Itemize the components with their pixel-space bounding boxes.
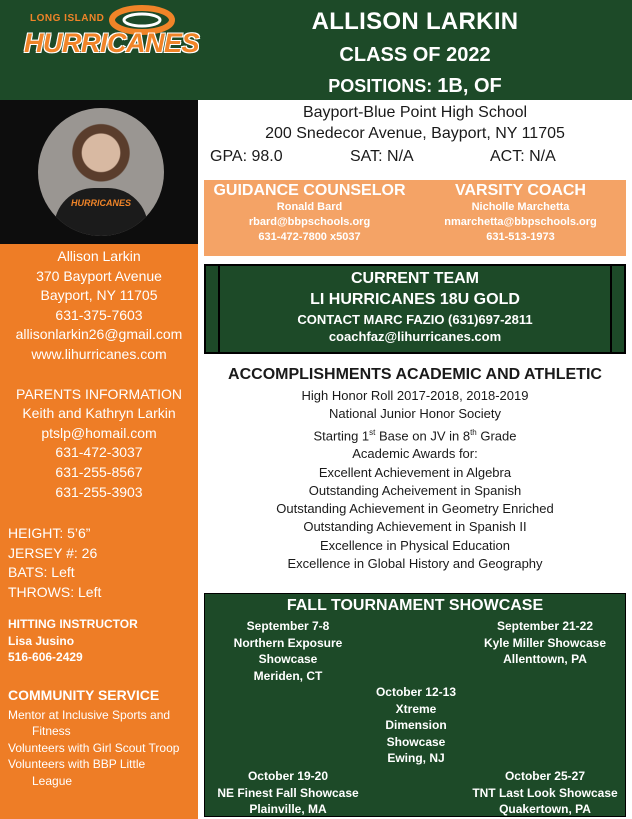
coach-name: Nicholle Marchetta — [471, 201, 570, 213]
team-email: coachfaz@lihurricanes.com — [328, 329, 502, 344]
list-item: Academic Awards for: — [352, 446, 478, 462]
event-name: NE Finest Fall Showcase — [217, 785, 359, 800]
positions-label: POSITIONS: — [328, 76, 433, 96]
player-name-title: ALLISON LARKIN — [311, 8, 519, 35]
portrait-image — [38, 108, 164, 236]
school-address: 200 Snedecor Avenue, Bayport, NY 11705 — [265, 125, 565, 142]
school-contacts — [204, 180, 626, 256]
jersey-text: HURRICANES — [70, 198, 131, 208]
list-item-text: Volunteers with Girl Scout Troop — [8, 740, 180, 755]
gpa-score: GPA: 98.0 — [210, 148, 283, 165]
coach-email: nmarchetta@bbpschools.org — [444, 216, 597, 228]
player-phone: 631-375-7603 — [55, 306, 143, 323]
list-item: Excellence in Physical Education — [319, 537, 511, 553]
list-item-continuation: League — [32, 773, 73, 788]
event-dates: September 7-8 — [246, 619, 330, 633]
left-sidebar — [0, 244, 198, 819]
header-banner — [0, 0, 632, 100]
starting-text: Starting 1 — [313, 427, 370, 443]
event-dates: October 25-27 — [504, 769, 586, 783]
team-title: CURRENT TEAM — [351, 270, 479, 287]
list-item: Outstanding Achievement in Geometry Enriched — [276, 501, 554, 517]
ordinal-suffix: st — [369, 427, 376, 437]
height-stat: HEIGHT: 5’6” — [8, 525, 91, 542]
title-block — [198, 0, 632, 98]
ordinal-suffix: th — [470, 427, 477, 437]
parents-phone: 631-472-3037 — [55, 444, 143, 461]
guidance-title: GUIDANCE COUNSELOR — [213, 182, 406, 199]
guidance-counselor — [204, 182, 415, 245]
player-name: Allison Larkin — [57, 248, 141, 264]
hurricanes-logo — [4, 4, 200, 66]
list-item: Excellence in Global History and Geography — [287, 556, 543, 571]
jersey-stat: JERSEY #: 26 — [8, 544, 98, 561]
list-item — [0, 707, 198, 740]
current-team-content — [218, 266, 612, 352]
player-website: www.lihurricanes.com — [31, 345, 167, 362]
list-item-continuation: Fitness — [32, 724, 71, 738]
event-name: Dimension — [385, 718, 447, 732]
event-location: Ewing, NJ — [387, 751, 445, 765]
bats-stat: BATS: Left — [8, 564, 75, 581]
list-item: High Honor Roll 2017-2018, 2018-2019 — [301, 388, 529, 403]
jersey-graphic — [54, 188, 148, 236]
tournament-title: FALL TOURNAMENT SHOWCASE — [286, 597, 544, 614]
team-contact: CONTACT MARC FAZIO (631)697-2811 — [297, 312, 533, 327]
parents-phone: 631-255-8567 — [55, 463, 143, 480]
tournament-event — [467, 768, 623, 818]
logo-main-text: HURRICANES — [24, 28, 200, 58]
player-email: allisonlarkin26@gmail.com — [15, 326, 183, 343]
throws-stat: THROWS: Left — [8, 583, 102, 600]
guidance-name: Ronald Bard — [276, 201, 343, 213]
player-address-line2: Bayport, NY 11705 — [40, 287, 158, 304]
tournament-event — [341, 684, 491, 767]
community-service-title: COMMUNITY SERVICE — [8, 686, 160, 703]
event-location: Allenttown, PA — [503, 652, 587, 666]
list-item: Excellent Achievement in Algebra — [318, 464, 512, 480]
tournament-event — [467, 618, 623, 668]
coach-phone: 631-513-1973 — [486, 231, 555, 243]
event-dates: September 21-22 — [496, 619, 594, 633]
list-item: Outstanding Acheivement in Spanish — [308, 482, 522, 498]
instructor-phone: 516-606-2429 — [8, 649, 83, 664]
list-item: Outstanding Achievement in Spanish II — [303, 519, 527, 535]
guidance-email: rbard@bbpschools.org — [248, 216, 371, 228]
event-name: Showcase — [386, 734, 446, 749]
school-info — [198, 100, 632, 172]
event-name: Showcase — [258, 652, 318, 666]
varsity-coach — [415, 182, 626, 245]
parents-title: PARENTS INFORMATION — [16, 385, 182, 402]
parents-email: ptslp@homail.com — [41, 424, 157, 441]
event-location: Quakertown, PA — [499, 802, 591, 816]
list-item-text: Mentor at Inclusive Sports and — [8, 707, 171, 722]
parents-names: Keith and Kathryn Larkin — [22, 405, 176, 422]
starting-text: Base on JV in 8 — [375, 427, 471, 443]
accomplishments-list — [204, 387, 626, 573]
coach-title: VARSITY COACH — [455, 182, 586, 199]
event-dates: October 12-13 — [375, 685, 457, 699]
class-year: CLASS OF 2022 — [339, 44, 491, 66]
positions-value: 1B, OF — [437, 75, 502, 97]
list-item — [0, 740, 198, 757]
school-name: Bayport-Blue Point High School — [302, 104, 528, 121]
player-contact — [0, 247, 198, 502]
current-team-box — [204, 264, 626, 354]
hitting-instructor-info — [0, 633, 198, 665]
tournament-event — [213, 768, 363, 818]
player-stats — [0, 524, 198, 602]
positions-line — [198, 75, 632, 98]
event-name: Northern Exposure — [233, 635, 343, 650]
list-item-starting — [204, 424, 626, 446]
event-name: TNT Last Look Showcase — [472, 785, 618, 800]
player-address-line1: 370 Bayport Avenue — [36, 267, 162, 284]
list-item — [0, 756, 198, 789]
fall-tournament-showcase — [204, 593, 626, 817]
accomplishments — [204, 366, 626, 573]
test-scores — [210, 148, 630, 168]
parents-phone: 631-255-3903 — [55, 483, 143, 500]
event-name: Xtreme — [395, 701, 437, 716]
event-location: Meriden, CT — [253, 668, 323, 683]
guidance-phone: 631-472-7800 x5037 — [258, 231, 361, 243]
event-dates: October 19-20 — [247, 769, 329, 783]
team-name: LI HURRICANES 18U GOLD — [310, 291, 520, 308]
instructor-name: Lisa Jusino — [8, 633, 75, 648]
tournament-event — [213, 618, 363, 684]
community-service-list — [0, 707, 198, 790]
accomplishments-title: ACCOMPLISHMENTS ACADEMIC AND ATHLETIC — [228, 366, 602, 383]
logo-top-text: LONG ISLAND — [30, 13, 105, 24]
hitting-instructor-title: HITTING INSTRUCTOR — [8, 616, 138, 631]
act-score: ACT: N/A — [490, 148, 556, 165]
starting-text: Grade — [476, 427, 517, 443]
list-item: National Junior Honor Society — [329, 406, 501, 422]
event-location: Plainville, MA — [249, 802, 327, 816]
list-item-text: Volunteers with BBP Little — [8, 757, 146, 771]
sat-score: SAT: N/A — [350, 148, 414, 165]
player-photo — [0, 100, 198, 244]
event-name: Kyle Miller Showcase — [483, 635, 607, 650]
